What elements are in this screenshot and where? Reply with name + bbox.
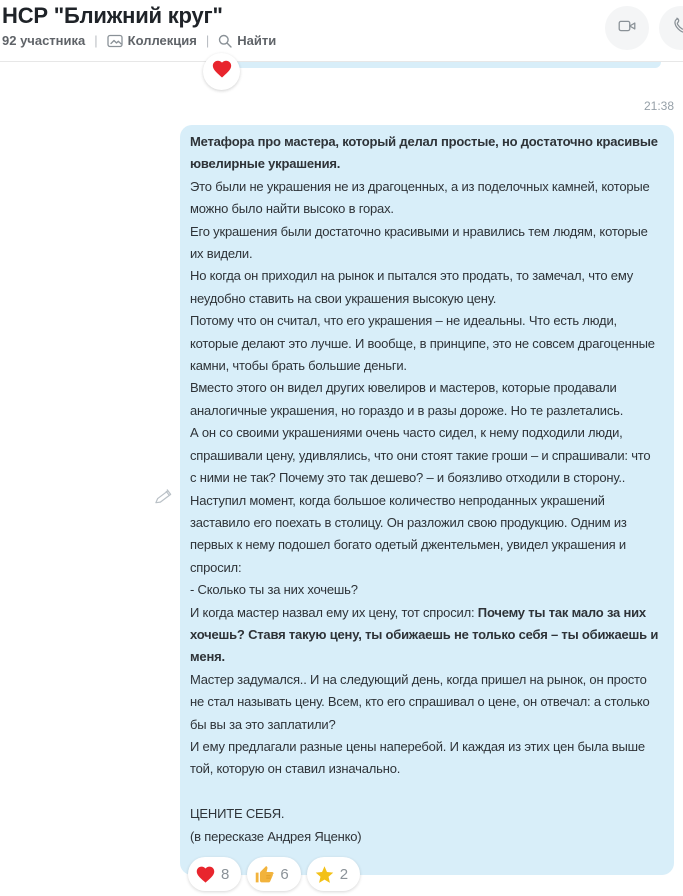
pencil-icon	[155, 486, 174, 510]
collection-icon	[107, 34, 123, 48]
message-timestamp: 21:38	[643, 99, 674, 113]
message-bubble[interactable]	[180, 125, 674, 875]
reaction-count: 2	[339, 865, 349, 883]
thumbs-up-icon	[254, 864, 275, 885]
search-icon	[218, 34, 232, 48]
video-call-icon	[616, 15, 638, 42]
video-call-button[interactable]	[605, 6, 649, 50]
previous-message-heart-reaction[interactable]	[203, 53, 240, 90]
message-paragraph: И ему предлагали разные цены наперебой. И каждая из этих цен была выше той, которую он ставил изначально.	[190, 738, 649, 777]
message-paragraph: (в пересказе Андрея Яценко)	[190, 828, 362, 844]
previous-message-bubble-edge	[210, 62, 661, 68]
message-paragraph: Но когда он приходил на рынок и пытался это продать, то замечал, что ему неудобно ставить на свои украшения высокую цену.	[190, 268, 637, 306]
reactions-row	[188, 857, 360, 891]
search-button[interactable]: Найти	[218, 33, 276, 48]
chat-message-list	[0, 62, 683, 895]
star-icon	[314, 864, 335, 885]
message-paragraph: И когда мастер назвал ему их цену, тот спросил: Почему ты так мало за них хочешь? Ставя такую цену, ты обижаешь не только себя – ты обижаешь и меня.	[190, 604, 662, 665]
message-paragraph: Мастер задумался.. И на следующий день, когда пришел на рынок, он просто не стал называть цену. Всем, кто его спрашивал о цене, он отвечал: а столько бы вы за это заплатили?	[190, 671, 653, 732]
message-paragraph: Потому что он считал, что его украшения – не идеальны. Что есть люди, которые делают это лучше. И вообще, в принципе, это не совсем драгоценные камни, чтобы брать большие деньги.	[190, 313, 659, 374]
message-paragraph: Вместо этого он видел других ювелиров и мастеров, которые продавали аналогичные украшения, но гораздо и в разы дороже. Но те разлетались.	[190, 380, 624, 418]
heart-icon	[211, 58, 233, 85]
star-reaction-pill[interactable]	[307, 857, 360, 891]
heart-reaction-pill[interactable]	[188, 857, 241, 891]
reaction-count: 8	[221, 865, 230, 883]
message-text	[190, 131, 660, 848]
chat-header	[0, 0, 683, 62]
message-paragraph: Метафора про мастера, который делал простые, но достаточно красивые ювелирные украшения.	[190, 134, 662, 172]
message-paragraph: Наступил момент, когда большое количество непроданных украшений заставило его поехать в столицу. Он разложил свою продукцию. Одним из первых к нему подошел богато одетый джентельмен, увидел украшения и спросил:	[190, 492, 631, 575]
meta-separator: |	[205, 33, 210, 48]
heart-icon	[195, 864, 216, 885]
message-paragraph: - Сколько ты за них хочешь?	[190, 582, 358, 598]
chat-title: НСР "Ближний круг"	[2, 3, 223, 28]
reaction-count: 6	[280, 865, 289, 883]
meta-separator: |	[94, 33, 98, 48]
message-paragraph: ЦЕНИТЕ СЕБЯ.	[190, 806, 285, 822]
voice-call-icon	[670, 15, 683, 42]
message-paragraph: А он со своими украшениями очень часто сидел, к нему подходили люди, спрашивали цену, удивлялись, что они стоят такие гроши – и спрашивали: что с ними не так? Почему это так дешево? – и боязливо отходили в сторону..	[190, 425, 654, 486]
message-paragraph: Это были не украшения не из драгоценных, а из поделочных камней, которые можно было найти высоко в горах.	[190, 178, 657, 217]
collection-button[interactable]: Коллекция	[107, 33, 197, 48]
participants-count[interactable]: 92 участника	[2, 33, 86, 48]
message-paragraph: Его украшения были достаточно красивыми и нравились тем людям, которые их видели.	[190, 223, 652, 262]
chat-meta-row	[2, 33, 683, 48]
thumbs-up-reaction-pill[interactable]	[247, 857, 300, 891]
message-paragraph	[190, 781, 660, 803]
